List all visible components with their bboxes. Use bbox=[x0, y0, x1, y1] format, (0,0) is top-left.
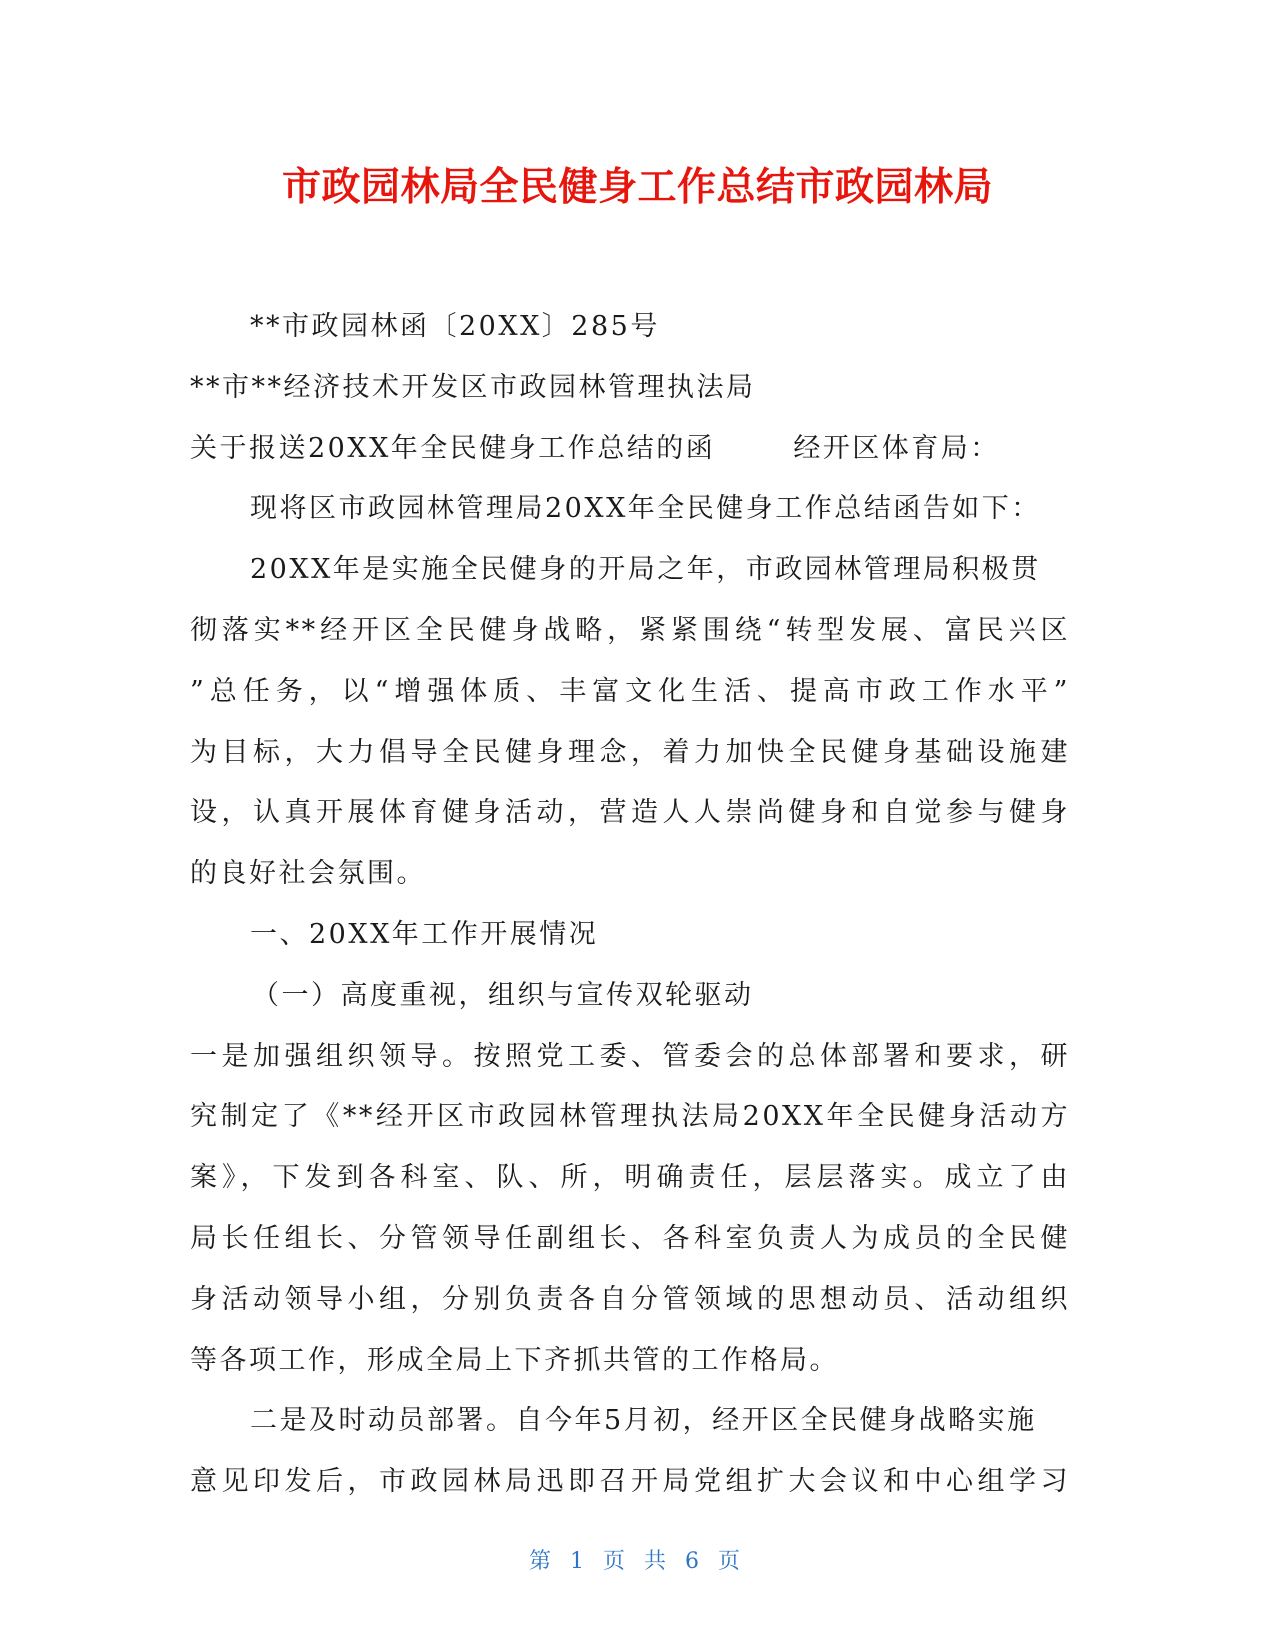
subject-text: 关于报送20XX年全民健身工作总结的函 bbox=[190, 432, 716, 464]
document-title: 市政园林局全民健身工作总结市政园林局 bbox=[281, 165, 993, 210]
page-number-footer: 第 1 页 共 6 页 bbox=[529, 1549, 746, 1574]
paragraph-line: 的良好社会氛围。 bbox=[190, 858, 426, 890]
paragraph-line: 意见印发后，市政园林局迅即召开局党组扩大会议和中心组学习 bbox=[190, 1466, 1070, 1498]
subject-line bbox=[190, 419, 1070, 480]
paragraph-line: 20XX年是实施全民健身的开局之年，市政园林管理局积极贯 bbox=[250, 554, 1041, 586]
paragraph-line: 等各项工作，形成全局上下齐抓共管的工作格局。 bbox=[190, 1344, 839, 1376]
addressee-text: 经开区体育局： bbox=[793, 432, 1000, 464]
paragraph-line: 局长任组长、分管领导任副组长、各科室负责人为成员的全民健 bbox=[190, 1222, 1070, 1254]
paragraph-line: 二是及时动员部署。自今年5月初，经开区全民健身战略实施 bbox=[250, 1405, 1037, 1437]
paragraph-line: 身活动领导小组，分别负责各自分管领域的思想动员、活动组织 bbox=[190, 1283, 1070, 1315]
paragraph-line: 案》，下发到各科室、队、所，明确责任，层层落实。成立了由 bbox=[190, 1162, 1070, 1194]
paragraph-line: 设，认真开展体育健身活动，营造人人崇尚健身和自觉参与健身 bbox=[190, 797, 1070, 829]
paragraph-line: 彻落实**经开区全民健身战略，紧紧围绕“转型发展、富民兴区 bbox=[190, 614, 1070, 646]
paragraph-line: 一是加强组织领导。按照党工委、管委会的总体部署和要求，研 bbox=[190, 1040, 1070, 1072]
subsection-heading: （一）高度重视，组织与宣传双轮驱动 bbox=[252, 979, 754, 1011]
paragraph-line: 为目标，大力倡导全民健身理念，着力加快全民健身基础设施建 bbox=[190, 736, 1070, 768]
paragraph-3 bbox=[190, 1391, 1070, 1513]
paragraph-line: 究制定了《**经开区市政园林管理执法局20XX年全民健身活动方 bbox=[190, 1101, 1070, 1133]
doc-number: **市政园林函〔20XX〕285号 bbox=[250, 311, 660, 342]
intro-paragraph: 现将区市政园林管理局20XX年全民健身工作总结函告如下： bbox=[250, 493, 1041, 525]
document-body bbox=[190, 297, 1070, 1513]
section-heading: 一、20XX年工作开展情况 bbox=[250, 918, 599, 950]
issuer-line: **市**经济技术开发区市政园林管理执法局 bbox=[190, 371, 756, 403]
paragraph-line: ”总任务，以“增强体质、丰富文化生活、提高市政工作水平” bbox=[190, 675, 1070, 707]
paragraph-1 bbox=[190, 540, 1070, 905]
paragraph-2 bbox=[190, 1027, 1070, 1392]
